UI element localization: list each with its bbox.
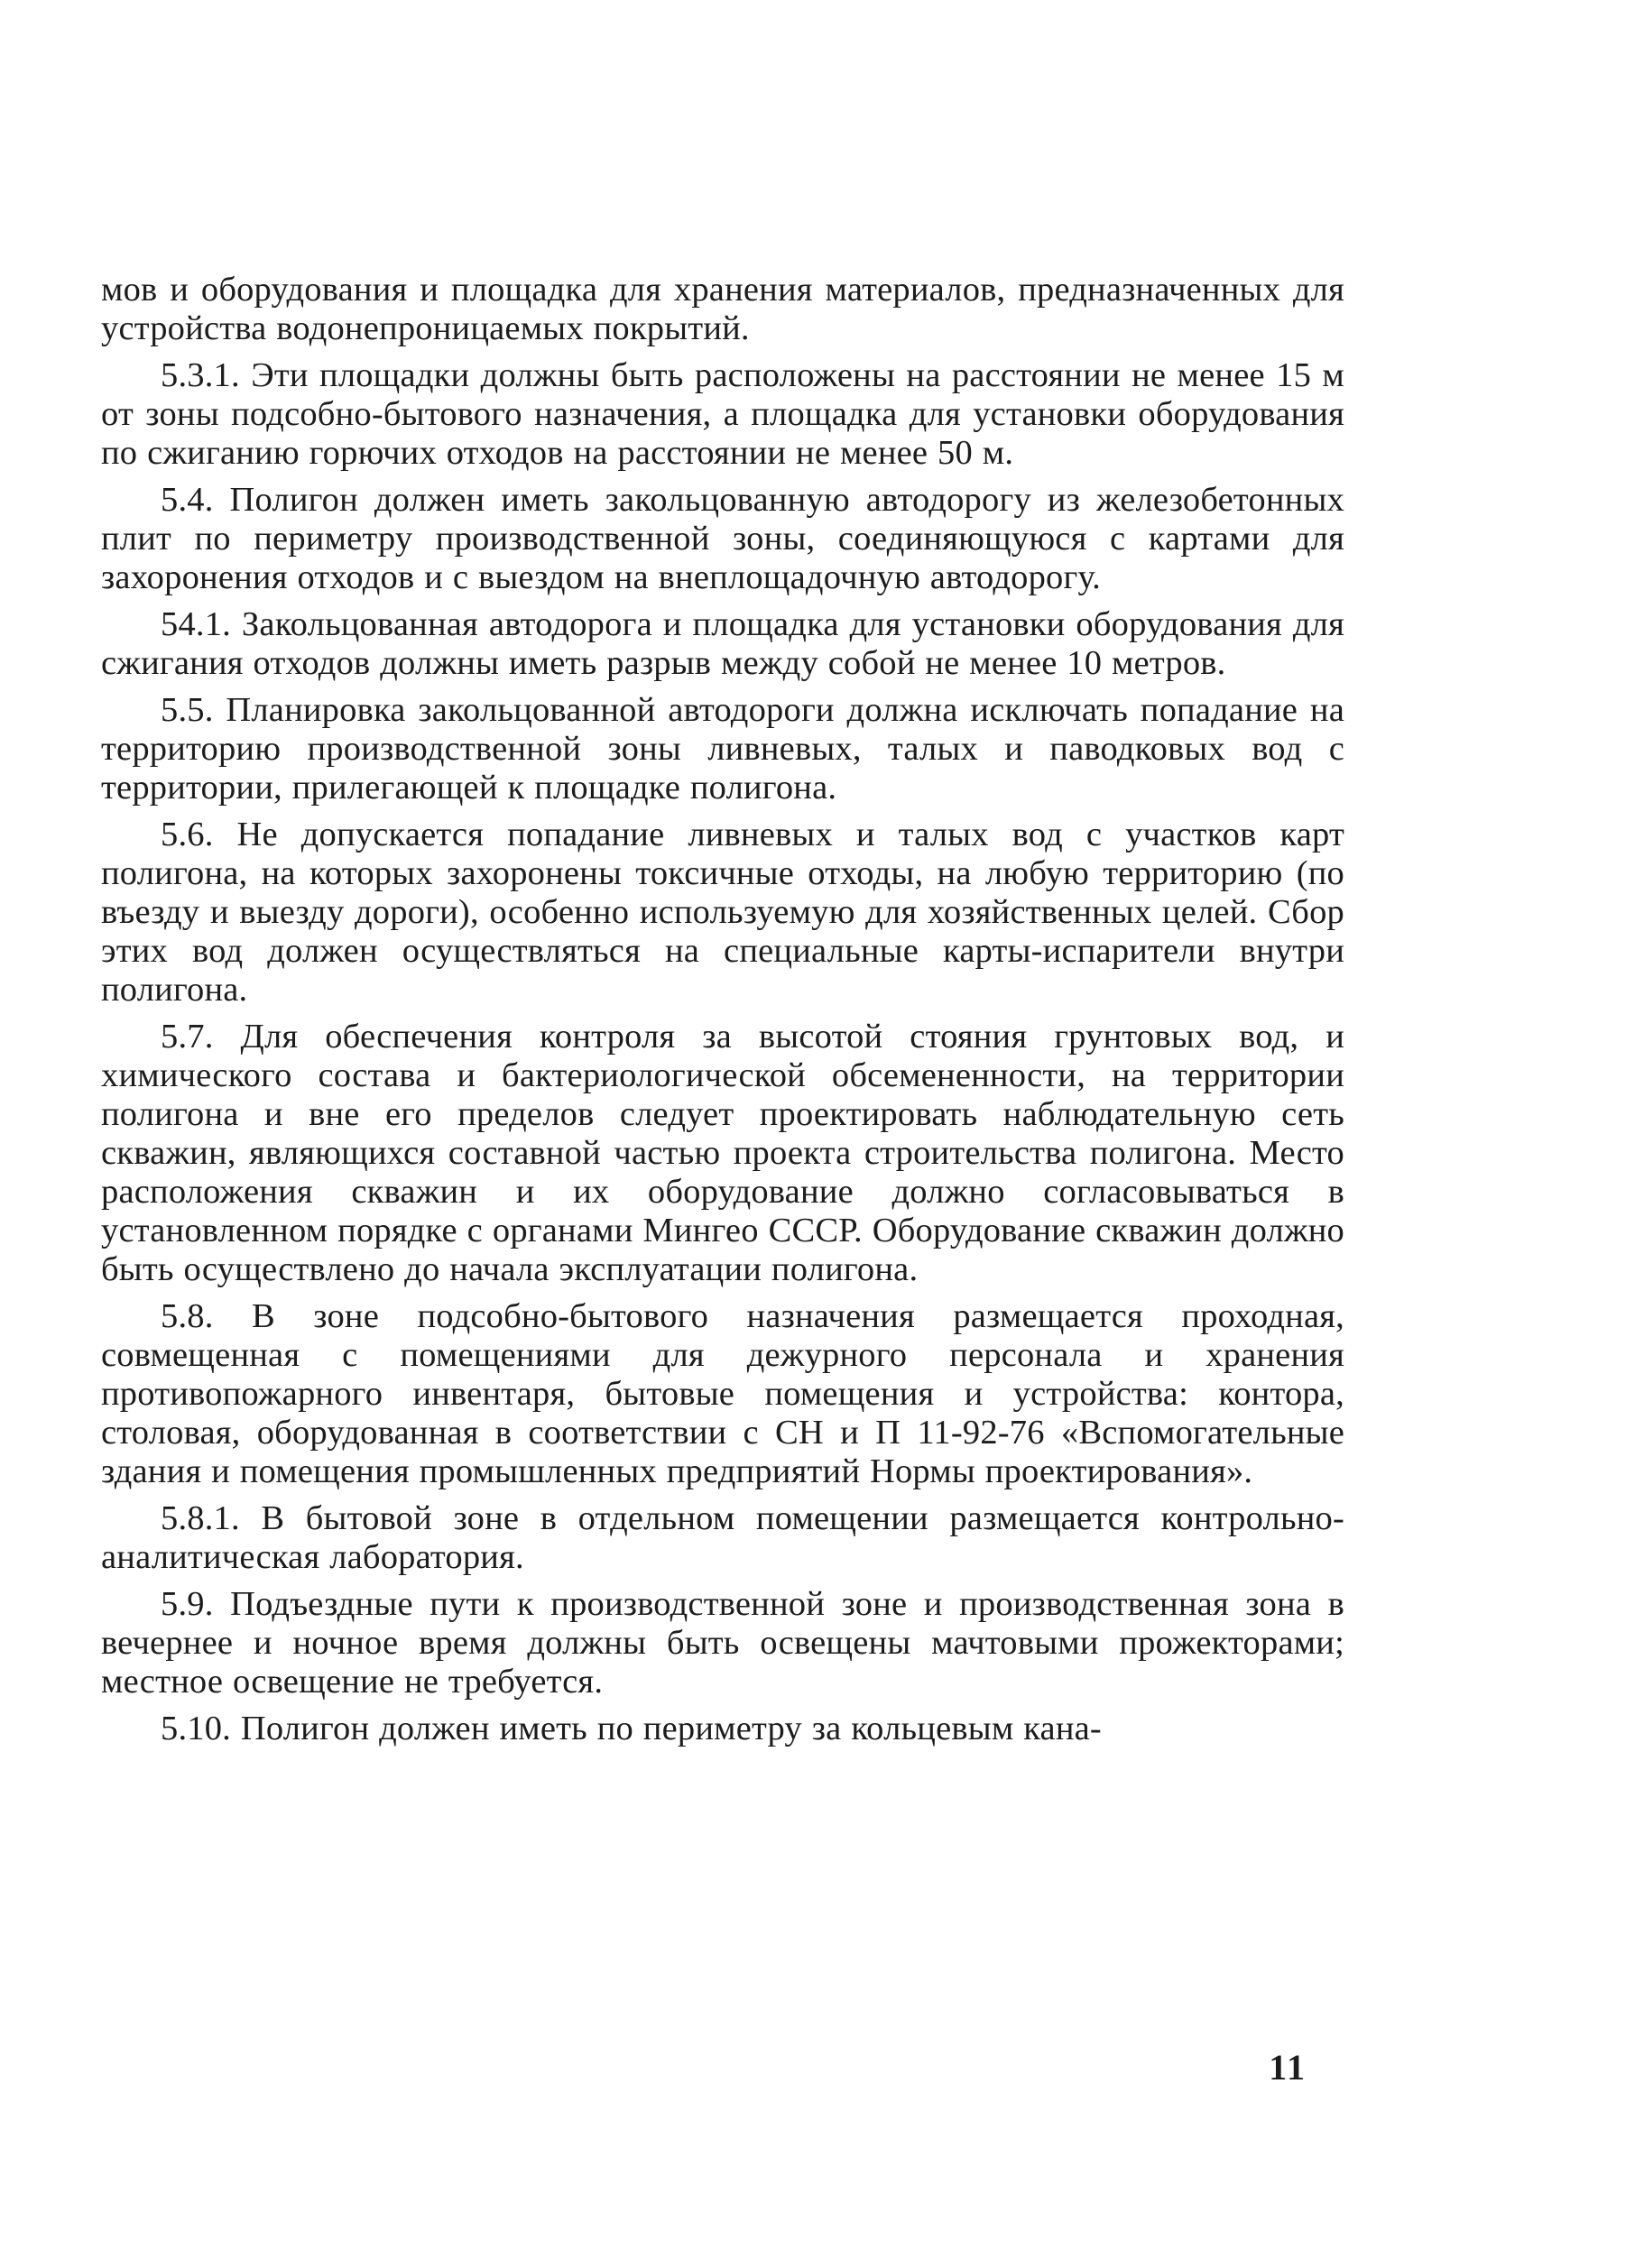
paragraph-5-7: 5.7. Для обеспечения контроля за высотой стояния грунтовых вод, и химического состава и бактериологической обсемененности, на территории полигона и вне его пределов следует проектировать наблюдательную сеть скважин, являющихся составной частью проекта строительства полигона. Место расположения скважин и их оборудование должно согласовываться в установленном порядке с органами Мингео СССР. Оборудование скважин должно быть осуществлено до начала эксплуатации полигона.	[101, 1018, 1344, 1288]
paragraph-5-6: 5.6. Не допускается попадание ливневых и талых вод с участков карт полигона, на которых захоронены токсичные отходы, на любую территорию (по въезду и выезду дороги), особенно используемую для хозяйственных целей. Сбор этих вод должен осуществляться на специальные карты-испарители внутри полигона.	[101, 816, 1344, 1009]
paragraph-5-8-1: 5.8.1. В бытовой зоне в отдельном помещении размещается контрольно-аналитическая лаборатория.	[101, 1499, 1344, 1576]
body-text	[101, 271, 1344, 1756]
paragraph-5-4-1: 54.1. Закольцованная автодорога и площадка для установки оборудования для сжигания отходов должны иметь разрыв между собой не менее 10 метров.	[101, 605, 1344, 682]
paragraph-5-10: 5.10. Полигон должен иметь по периметру за кольцевым кана-	[161, 1710, 1102, 1747]
paragraph-5-4: 5.4. Полигон должен иметь закольцованную автодорогу из железобетонных плит по периметру производственной зоны, соединяющуюся с картами для захоронения отходов и с выездом на внеплощадочную автодорогу.	[101, 481, 1344, 596]
paragraph-5-3-1: 5.3.1. Эти площадки должны быть расположены на расстоянии не менее 15 м от зоны подсобно-бытового назначения, а площадка для установки оборудования по сжиганию горючих отходов на расстоянии не менее 50 м.	[101, 356, 1344, 472]
paragraph-5-8: 5.8. В зоне подсобно-бытового назначения размещается проходная, совмещенная с помещениями для дежурного персонала и хранения противопожарного инвентаря, бытовые помещения и устройства: контора, столовая, оборудованная в соответствии с СН и П 11-92-76 «Вспомогательные здания и помещения промышленных предприятий Нормы проектирования».	[101, 1297, 1344, 1490]
paragraph-continuation: мов и оборудования и площадка для хранения материалов, предназначенных для устройства водонепроницаемых покрытий.	[101, 271, 1344, 347]
paragraph-5-9: 5.9. Подъездные пути к производственной зоне и производственная зона в вечернее и ночное время должны быть освещены мачтовыми прожекторами; местное освещение не требуется.	[101, 1585, 1344, 1701]
page-number: 11	[1269, 2047, 1307, 2088]
paragraph-5-5: 5.5. Планировка закольцованной автодороги должна исключать попадание на территорию производственной зоны ливневых, талых и паводковых вод с территории, прилегающей к площадке полигона.	[101, 691, 1344, 807]
